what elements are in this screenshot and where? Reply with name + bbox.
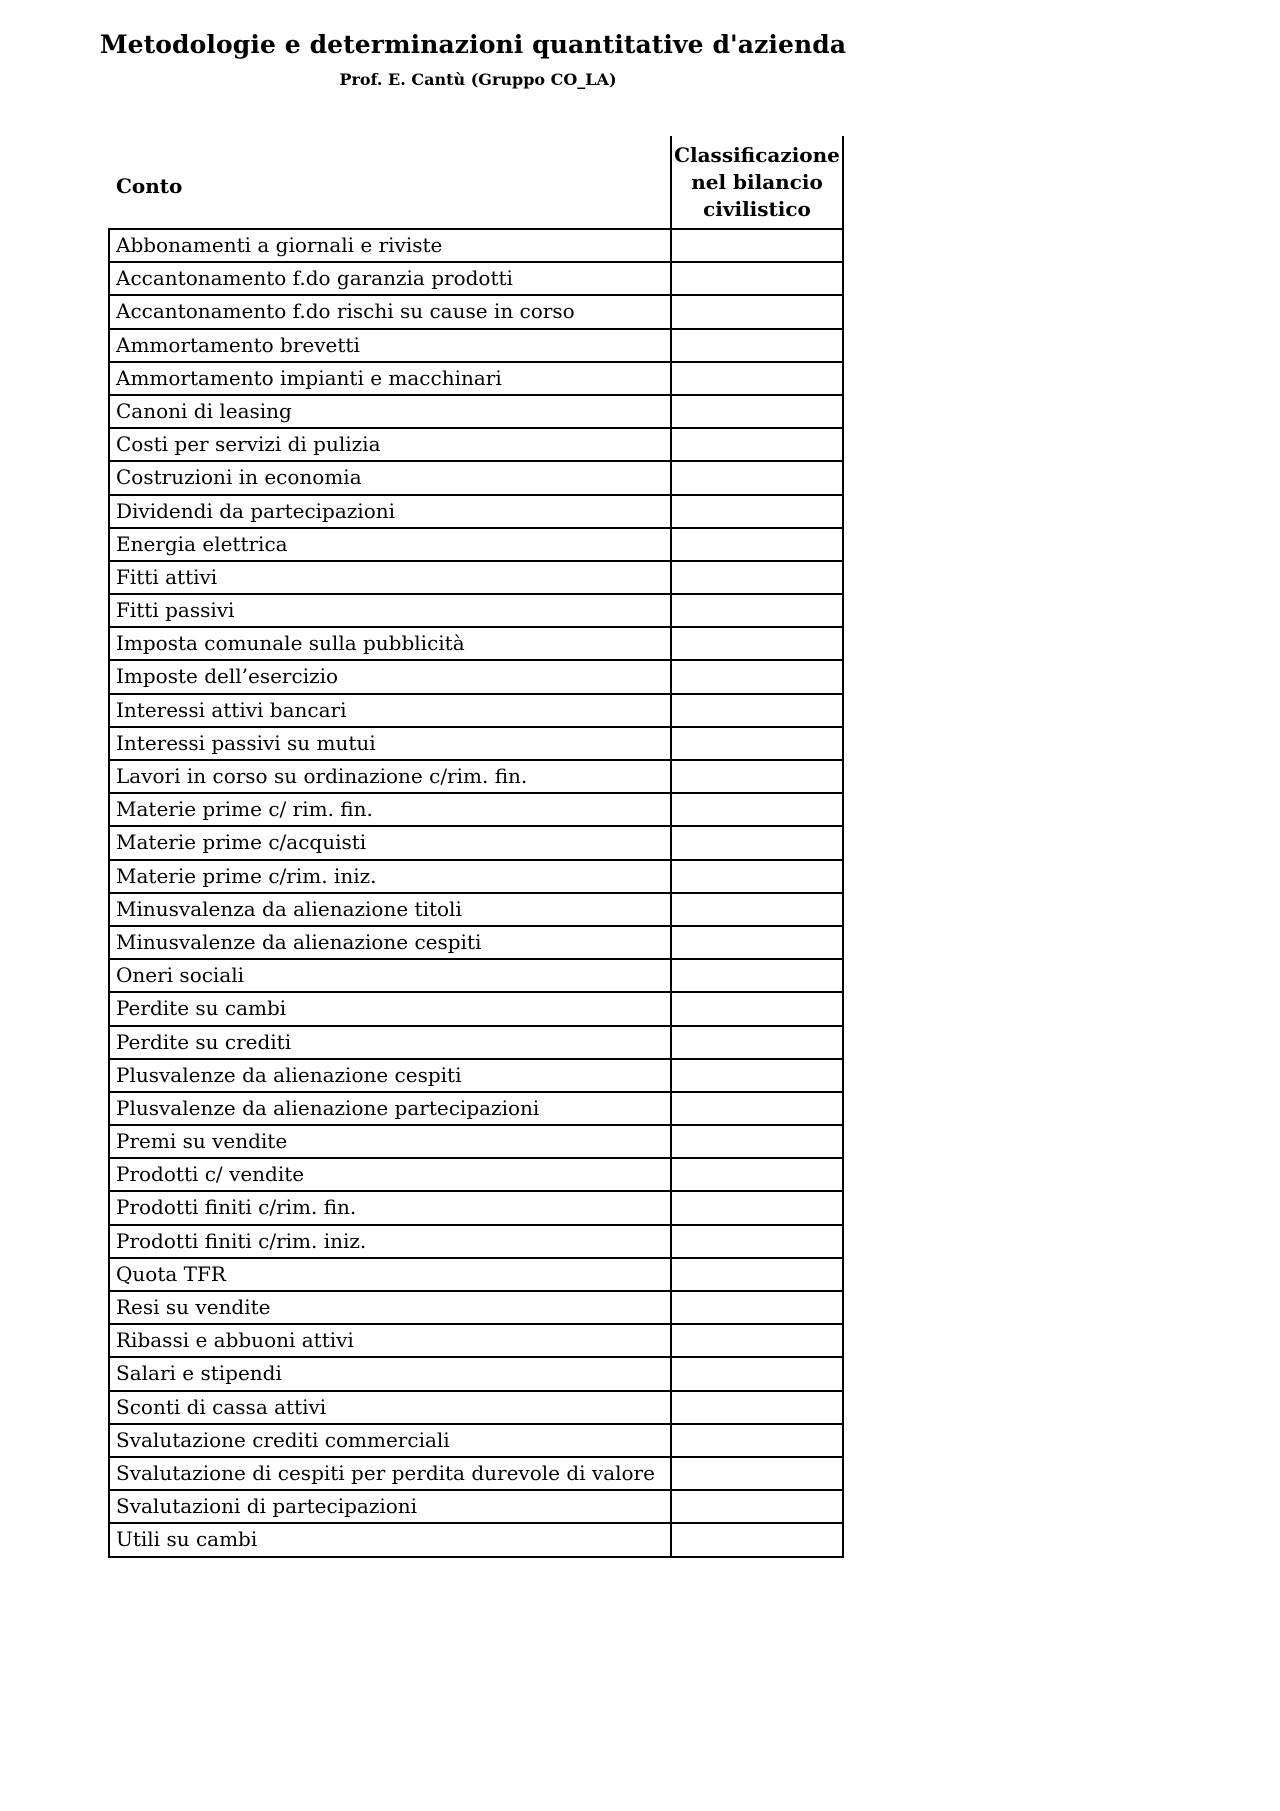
account-name-cell: Perdite su crediti [116, 1029, 292, 1054]
column-header-classificazione [670, 136, 844, 228]
classification-sheet [108, 136, 844, 1558]
classification-cell[interactable] [670, 927, 842, 958]
classification-cell[interactable] [670, 263, 842, 294]
classification-cell[interactable] [670, 1358, 842, 1389]
table-row [110, 1325, 842, 1358]
account-name-cell: Plusvalenze da alienazione cespiti [116, 1062, 462, 1087]
table-row [110, 529, 842, 562]
column-header-classificazione-line3: civilistico [703, 197, 811, 221]
account-name-cell: Costruzioni in economia [116, 465, 362, 490]
account-name-cell: Ammortamento impianti e macchinari [116, 365, 502, 390]
classification-cell[interactable] [670, 396, 842, 427]
table-row [110, 595, 842, 628]
account-name-cell: Fitti passivi [116, 598, 235, 623]
account-table [108, 228, 844, 1558]
classification-cell[interactable] [670, 1325, 842, 1356]
account-name-cell: Dividendi da partecipazioni [116, 498, 396, 523]
account-name-cell: Imposte dell’esercizio [116, 664, 339, 689]
account-name-cell: Abbonamenti a giornali e riviste [116, 233, 443, 257]
table-row [110, 1060, 842, 1093]
account-name-cell: Perdite su cambi [116, 996, 287, 1021]
account-name-cell: Svalutazioni di partecipazioni [116, 1494, 418, 1519]
table-row [110, 1425, 842, 1458]
table-row [110, 330, 842, 363]
column-header-conto: Conto [116, 174, 183, 198]
account-name-cell: Costi per servizi di pulizia [116, 432, 381, 457]
account-name-cell: Oneri sociali [116, 963, 245, 988]
table-row [110, 1159, 842, 1192]
account-name-cell: Canoni di leasing [116, 398, 292, 423]
classification-cell[interactable] [670, 1159, 842, 1190]
table-row [110, 728, 842, 761]
document-title: Metodologie e determinazioni quantitative d'azienda [99, 30, 847, 59]
classification-cell[interactable] [670, 761, 842, 792]
classification-cell[interactable] [670, 695, 842, 726]
classification-cell[interactable] [670, 1027, 842, 1058]
account-name-cell: Lavori in corso su ordinazione c/rim. fin. [116, 764, 528, 788]
account-name-cell: Quota TFR [116, 1261, 226, 1286]
account-name-cell: Prodotti finiti c/rim. iniz. [116, 1228, 367, 1253]
classification-cell[interactable] [670, 230, 842, 261]
account-name-cell: Interessi passivi su mutui [116, 730, 376, 755]
table-row [110, 695, 842, 728]
classification-cell[interactable] [670, 1392, 842, 1423]
account-name-cell: Materie prime c/ rim. fin. [116, 797, 373, 822]
account-name-cell: Minusvalenza da alienazione titoli [116, 896, 462, 921]
classification-cell[interactable] [670, 993, 842, 1024]
table-row [110, 894, 842, 927]
account-name-cell: Salari e stipendi [116, 1361, 282, 1386]
account-name-cell: Materie prime c/acquisti [116, 830, 367, 855]
account-name-cell: Accantonamento f.do garanzia prodotti [116, 266, 513, 291]
classification-cell[interactable] [670, 794, 842, 825]
account-name-cell: Fitti attivi [116, 564, 218, 589]
table-row [110, 628, 842, 661]
classification-cell[interactable] [670, 661, 842, 692]
table-row [110, 1458, 842, 1491]
classification-cell[interactable] [670, 960, 842, 991]
account-name-cell: Interessi attivi bancari [116, 697, 347, 722]
classification-cell[interactable] [670, 496, 842, 527]
classification-cell[interactable] [670, 429, 842, 460]
table-row [110, 1192, 842, 1225]
table-row [110, 960, 842, 993]
account-name-cell: Ribassi e abbuoni attivi [116, 1328, 354, 1353]
table-row [110, 230, 842, 263]
account-name-cell: Materie prime c/rim. iniz. [116, 863, 377, 888]
table-row [110, 462, 842, 495]
table-row [110, 1392, 842, 1425]
table-row [110, 296, 842, 329]
classification-cell[interactable] [670, 296, 842, 327]
classification-cell[interactable] [670, 529, 842, 560]
classification-cell[interactable] [670, 462, 842, 493]
table-row [110, 1093, 842, 1126]
account-name-cell: Energia elettrica [116, 531, 288, 556]
classification-cell[interactable] [670, 1292, 842, 1323]
account-name-cell: Premi su vendite [116, 1129, 288, 1154]
table-row [110, 263, 842, 296]
table-row [110, 661, 842, 694]
table-row [110, 794, 842, 827]
table-row [110, 429, 842, 462]
account-name-cell: Plusvalenze da alienazione partecipazioni [116, 1095, 540, 1120]
table-row [110, 1491, 842, 1524]
classification-cell[interactable] [670, 330, 842, 361]
table-row [110, 827, 842, 860]
classification-cell[interactable] [670, 363, 842, 394]
account-name-cell: Prodotti finiti c/rim. fin. [116, 1195, 357, 1220]
table-row [110, 761, 842, 794]
table-row [110, 1358, 842, 1391]
classification-cell[interactable] [670, 827, 842, 858]
column-header-classificazione-line1: Classificazione [674, 143, 840, 167]
table-row [110, 562, 842, 595]
table-row [110, 1027, 842, 1060]
classification-cell[interactable] [670, 1259, 842, 1290]
table-row [110, 396, 842, 429]
classification-cell[interactable] [670, 1126, 842, 1157]
classification-cell[interactable] [670, 861, 842, 892]
table-row [110, 861, 842, 894]
account-name-cell: Resi su vendite [116, 1295, 271, 1319]
classification-cell[interactable] [670, 1491, 842, 1522]
classification-cell[interactable] [670, 1226, 842, 1257]
classification-cell[interactable] [670, 628, 842, 659]
table-row [110, 1259, 842, 1292]
account-name-cell: Imposta comunale sulla pubblicità [116, 631, 465, 656]
account-name-cell: Minusvalenze da alienazione cespiti [116, 929, 482, 954]
table-row [110, 1226, 842, 1259]
table-row [110, 363, 842, 396]
classification-cell[interactable] [670, 728, 842, 759]
table-row [110, 496, 842, 529]
table-row [110, 927, 842, 960]
classification-cell[interactable] [670, 1425, 842, 1456]
classification-cell[interactable] [670, 1524, 842, 1555]
table-row [110, 1524, 842, 1557]
account-name-cell: Accantonamento f.do rischi su cause in corso [116, 299, 575, 324]
table-header [108, 136, 844, 228]
account-name-cell: Utili su cambi [116, 1527, 258, 1552]
table-row [110, 993, 842, 1026]
classification-cell[interactable] [670, 562, 842, 593]
column-header-classificazione-line2: nel bilancio [691, 170, 823, 194]
table-row [110, 1126, 842, 1159]
document-subtitle: Prof. E. Cantù (Gruppo CO_LA) [339, 70, 617, 89]
table-row [110, 1292, 842, 1325]
account-name-cell: Svalutazione crediti commerciali [116, 1427, 450, 1452]
classification-cell[interactable] [670, 1458, 842, 1489]
account-name-cell: Sconti di cassa attivi [116, 1394, 327, 1419]
account-name-cell: Ammortamento brevetti [116, 332, 360, 357]
classification-cell[interactable] [670, 894, 842, 925]
account-name-cell: Svalutazione di cespiti per perdita durevole di valore [116, 1460, 655, 1485]
classification-cell[interactable] [670, 1192, 842, 1223]
classification-cell[interactable] [670, 1060, 842, 1091]
classification-cell[interactable] [670, 1093, 842, 1124]
classification-cell[interactable] [670, 595, 842, 626]
account-name-cell: Prodotti c/ vendite [116, 1162, 305, 1187]
